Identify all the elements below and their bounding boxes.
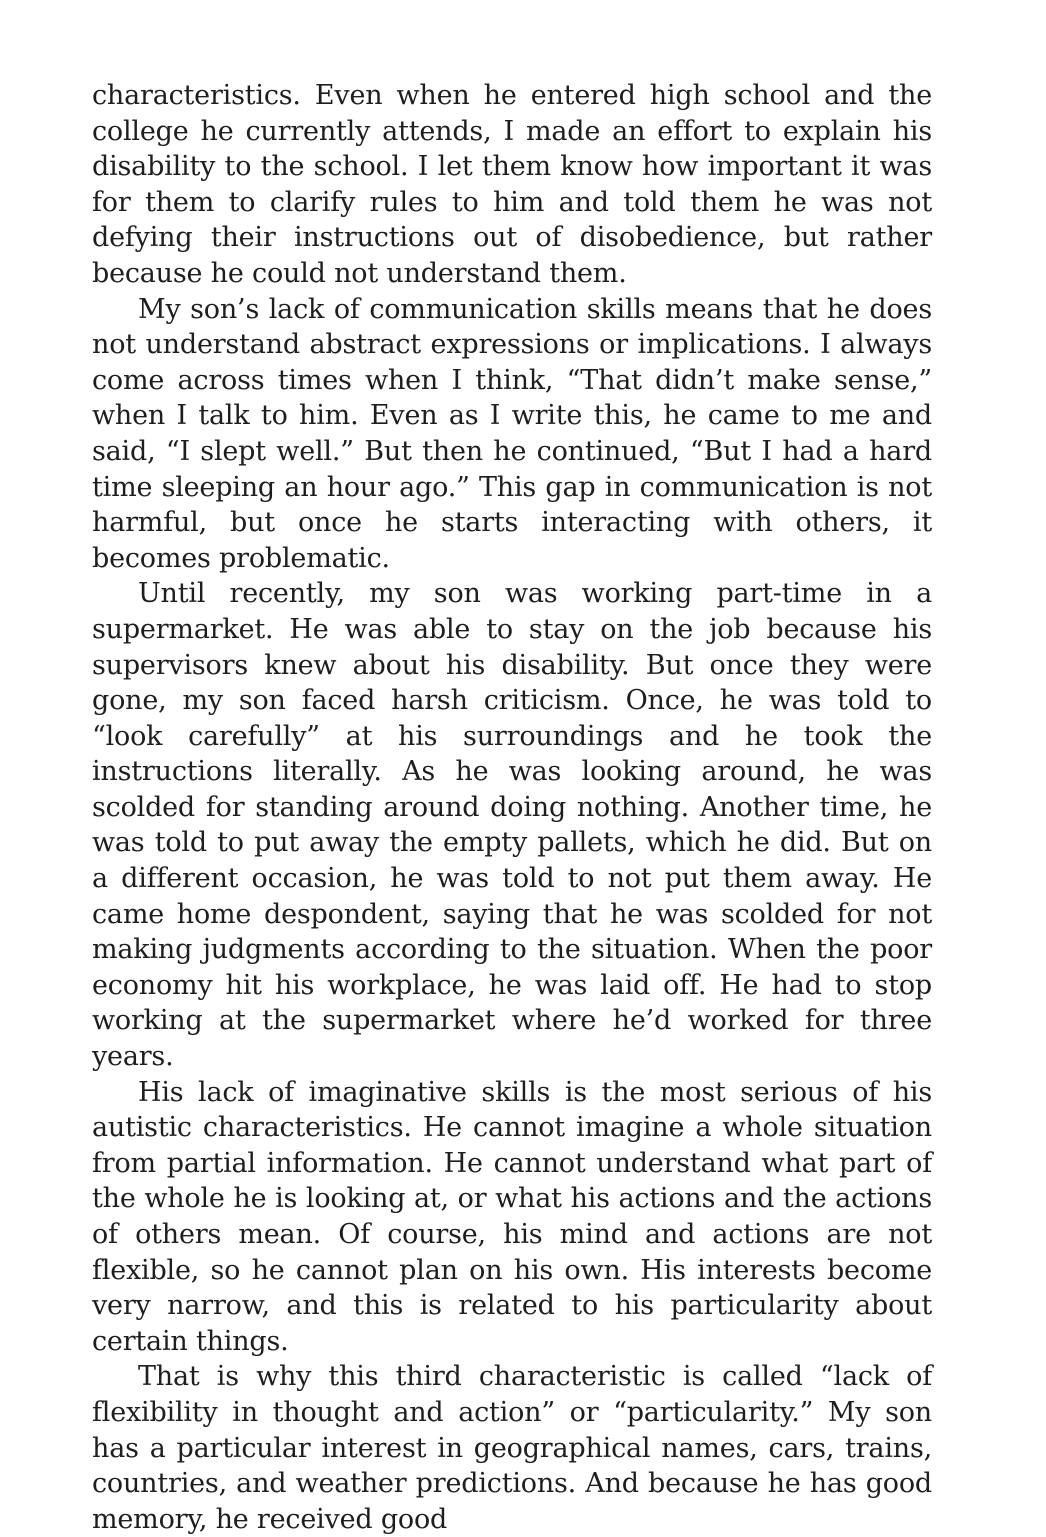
paragraph-4: His lack of imaginative skills is the most serious of his autistic characteristics. He cannot imagine a whole situation from partial information. He cannot understand what part of the whole he is looking at, or what his actions and the actions of others mean. Of course, his mind and actions are not flexible, so he cannot plan on his own. His interests become very narrow, and this is related to his particularity about certain things. — [92, 1076, 932, 1357]
paragraph-3: Until recently, my son was working part-time in a supermarket. He was able to stay on the job because his supervisors knew about his disability. But once they were gone, my son faced harsh criticism. Once, he was told to “look carefully” at his surroundings and he took the instructions literally. As he was looking around, he was scolded for standing around doing nothing. Another time, he was told to put away the empty pallets, which he did. But on a different occasion, he was told to not put them away. He came home despondent, saying that he was scolded for not making judgments according to the situation. When the poor economy hit his workplace, he was laid off. He had to stop working at the supermarket where he’d worked for three years. — [92, 578, 932, 1073]
paragraph-2: My son’s lack of communication skills means that he does not understand abstract expressions or implications. I always come across times when I think, “That didn’t make sense,” when I talk to him. Even as I write this, he came to me and said, “I slept well.” But then he continued, “But I had a hard time sleeping an hour ago.” This gap in communication is not harmful, but once he starts interacting with others, it becomes problematic. — [92, 293, 932, 574]
book-page-body — [92, 78, 932, 1537]
paragraph-5: That is why this third characteristic is called “lack of flexibility in thought and action” or “particularity.” My son has a particular interest in geographical names, cars, trains, countries, and weather predictions. And because he has good memory, he received good — [92, 1361, 932, 1535]
paragraph-1: characteristics. Even when he entered high school and the college he currently attends, I made an effort to explain his disability to the school. I let them know how important it was for them to clarify rules to him and told them he was not defying their instructions out of disobedience, but rather because he could not understand them. — [92, 80, 932, 289]
